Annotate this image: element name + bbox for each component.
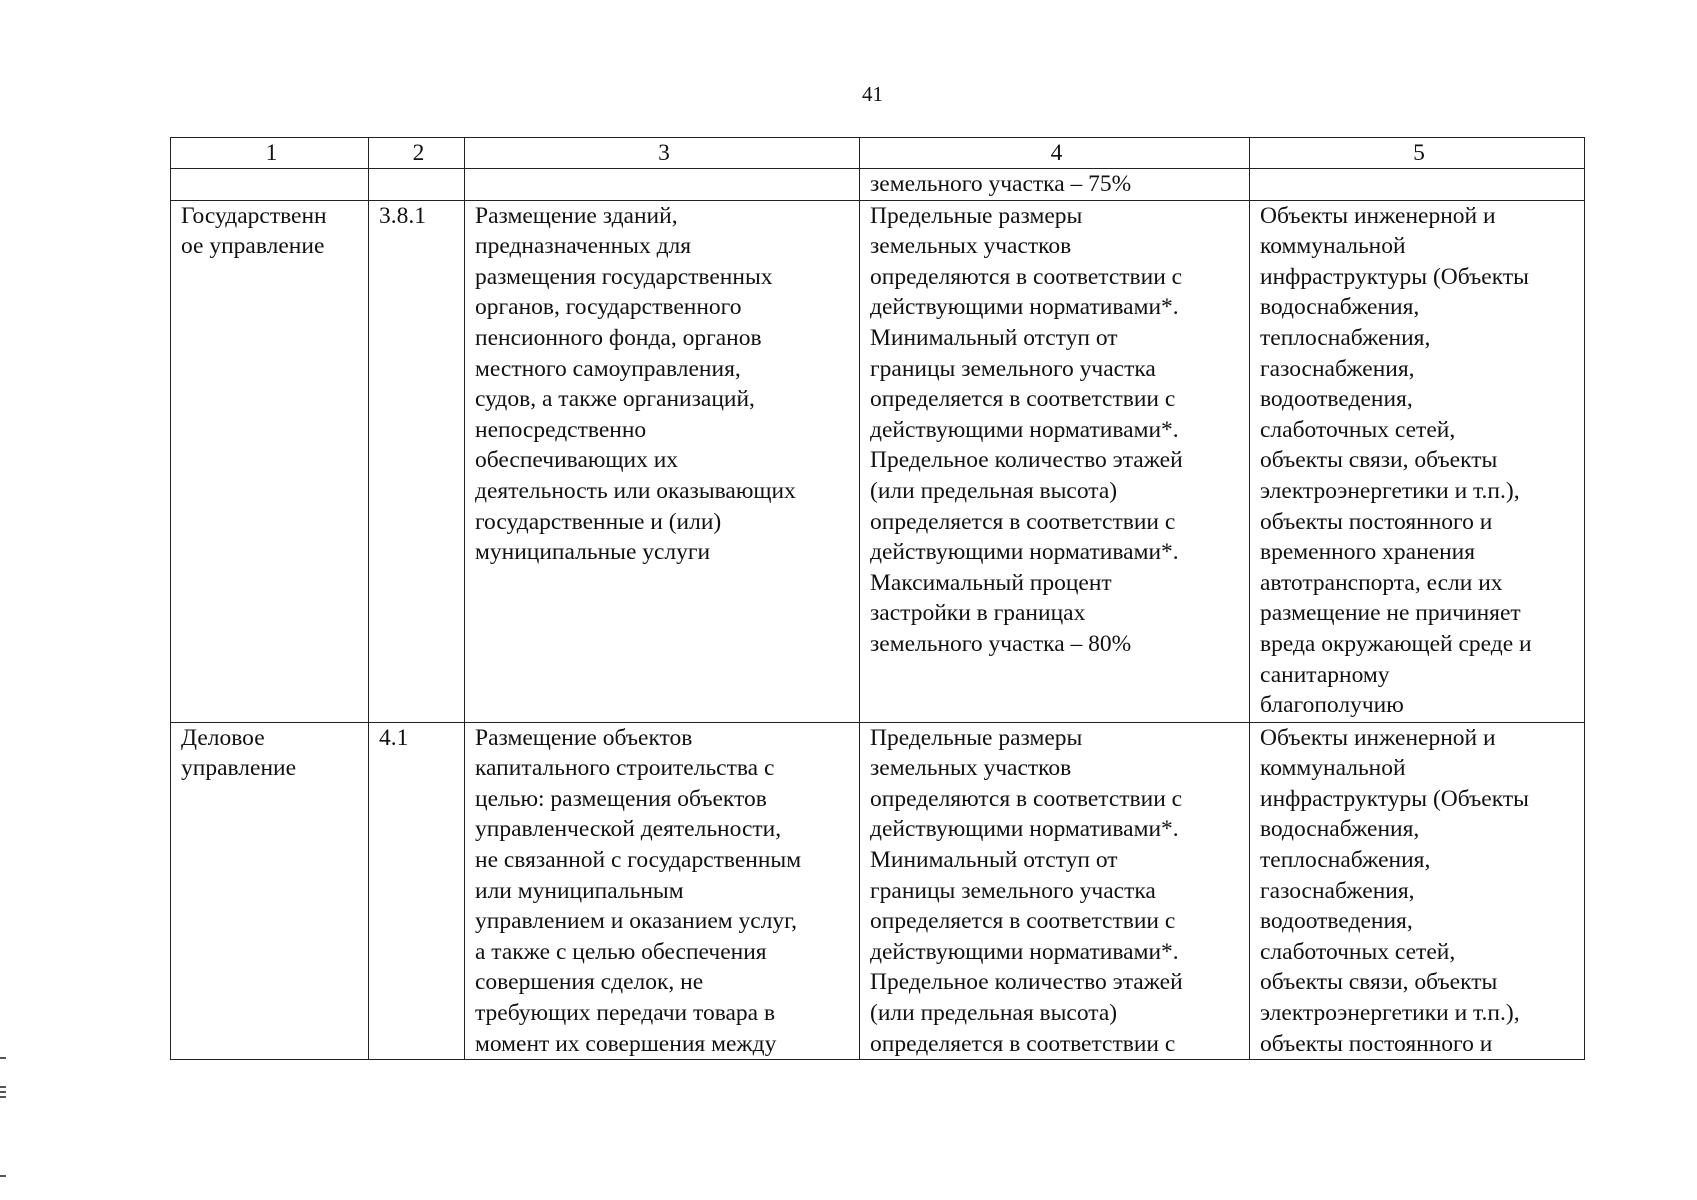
scan-edge-mark: [0, 1086, 6, 1088]
table-header-row: [171, 138, 1585, 169]
land-use-parameters: Предельные размеры земельных участков определяются в соответствии с действующими нормативами*. Минимальный отступ от границы земельного участка определяется в соответствии с действующими нормативами*. Предельное количество этажей (или предельная высота) определяется в соответствии с: [860, 722, 1250, 1060]
scan-edge-mark: [0, 1175, 6, 1177]
land-use-name: Деловое управление: [171, 722, 369, 1060]
scan-edge-mark: [0, 1091, 6, 1093]
land-use-code: 4.1: [369, 722, 465, 1060]
table-row: [171, 200, 1585, 722]
column-header-3: 3: [465, 138, 860, 169]
continuation-row: [171, 169, 1585, 201]
continuation-cell-5: [1250, 169, 1585, 201]
land-use-code: 3.8.1: [369, 200, 465, 722]
land-use-name: Государственн ое управление: [171, 200, 369, 722]
land-use-description: Размещение объектов капитального строительства с целью: размещения объектов управленческой деятельности, не связанной с государственным или муниципальным управлением и оказанием услуг, а также с целью обеспечения совершения сделок, не требующих передачи товара в момент их совершения между: [465, 722, 860, 1060]
continuation-cell-3: [465, 169, 860, 201]
continuation-cell-1: [171, 169, 369, 201]
table-row: [171, 722, 1585, 1060]
land-use-description: Размещение зданий, предназначенных для размещения государственных органов, государственного пенсионного фонда, органов местного самоуправления, судов, а также организаций, непосредственно обеспечивающих их деятельность или оказывающих государственные и (или) муниципальные услуги: [465, 200, 860, 722]
continuation-cell-2: [369, 169, 465, 201]
land-use-auxiliary: Объекты инженерной и коммунальной инфраструктуры (Объекты водоснабжения, теплоснабжения, газоснабжения, водоотведения, слаботочных сетей, объекты связи, объекты электроэнергетики и т.п.), объекты постоянного и временного хранения автотранспорта, если их размещение не причиняет вреда окружающей среде и санитарному благополучию: [1250, 200, 1585, 722]
land-use-parameters: Предельные размеры земельных участков определяются в соответствии с действующими нормативами*. Минимальный отступ от границы земельного участка определяется в соответствии с действующими нормативами*. Предельное количество этажей (или предельная высота) определяется в соответствии с действующими нормативами*. Максимальный процент застройки в границах земельного участка – 80%: [860, 200, 1250, 722]
scan-edge-mark: [0, 1057, 6, 1059]
page-number: 41: [862, 82, 883, 106]
land-use-table: [170, 137, 1585, 1060]
column-header-5: 5: [1250, 138, 1585, 169]
land-use-auxiliary: Объекты инженерной и коммунальной инфраструктуры (Объекты водоснабжения, теплоснабжения, газоснабжения, водоотведения, слаботочных сетей, объекты связи, объекты электроэнергетики и т.п.), объекты постоянного и: [1250, 722, 1585, 1060]
column-header-4: 4: [860, 138, 1250, 169]
column-header-1: 1: [171, 138, 369, 169]
column-header-2: 2: [369, 138, 465, 169]
continuation-cell-4: земельного участка – 75%: [860, 169, 1250, 201]
scan-edge-mark: [0, 1096, 6, 1098]
